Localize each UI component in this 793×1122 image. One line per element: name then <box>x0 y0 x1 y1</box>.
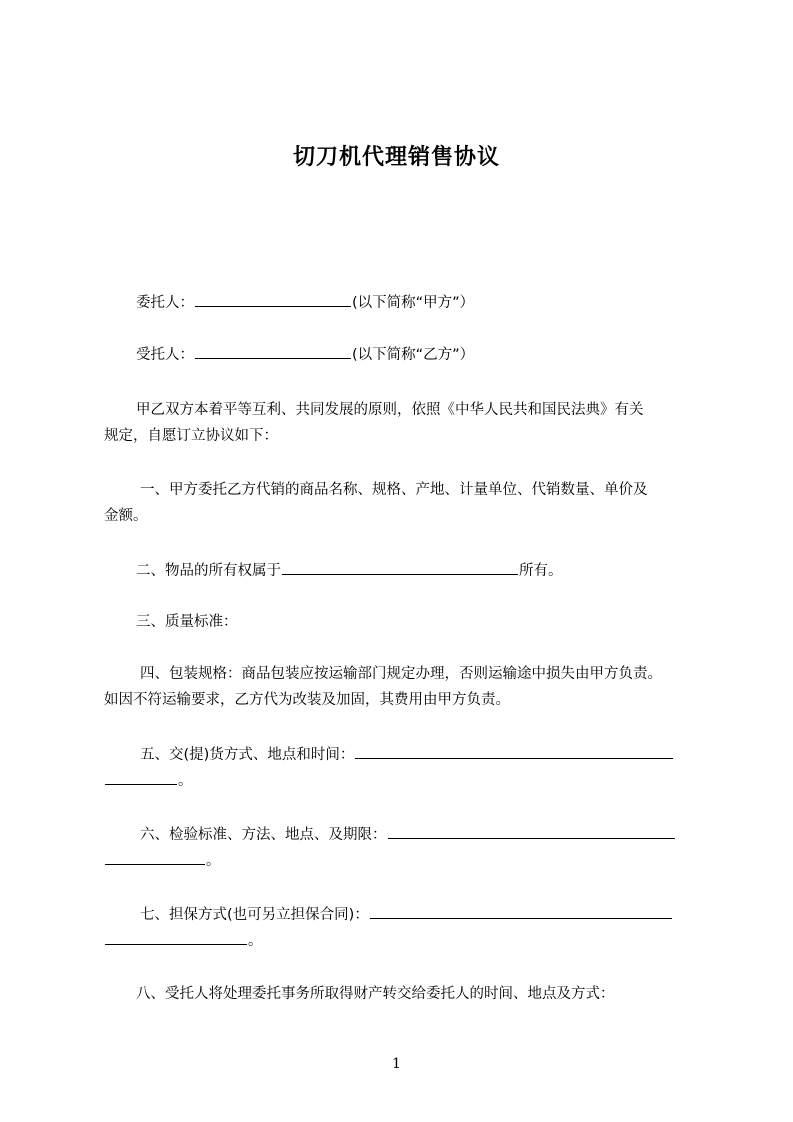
clause-5-blank-2[interactable] <box>105 770 177 785</box>
clause-5-suffix: 。 <box>178 773 193 789</box>
clause-6-blank-2[interactable] <box>105 850 205 865</box>
clause-5-blank-1[interactable] <box>355 744 673 759</box>
clause-5-prefix: 五、交(提)货方式、地点和时间： <box>140 747 355 763</box>
preamble-line-2: 规定，自愿订立协议如下： <box>104 428 278 444</box>
clause-4-line-1: 四、包装规格：商品包装应按运输部门规定办理，否则运输途中损失由甲方负责。 <box>140 666 662 682</box>
principal-blank[interactable] <box>195 292 351 307</box>
clause-7-line-2 <box>104 930 704 951</box>
clause-7-suffix: 。 <box>248 933 263 949</box>
clause-6-line-1 <box>140 824 740 845</box>
clause-2-suffix: 所有。 <box>519 563 563 579</box>
principal-note: (以下简称“甲方”） <box>352 295 475 311</box>
clause-7-line-1 <box>140 904 740 925</box>
clause-2-blank[interactable] <box>282 560 518 575</box>
clause-3-line: 三、质量标准： <box>136 614 238 630</box>
agent-note: (以下简称“乙方”） <box>352 347 475 363</box>
preamble-line-1: 甲乙双方本着平等互利、共同发展的原则，依照《中华人民共和国民法典》有关 <box>136 402 644 418</box>
document-title: 切刀机代理销售协议 <box>292 145 500 170</box>
clause-1-line-2: 金额。 <box>104 508 148 524</box>
clause-7-blank-1[interactable] <box>370 904 672 919</box>
clause-5-line-1 <box>140 744 740 765</box>
clause-6-suffix: 。 <box>206 853 221 869</box>
clause-1-line-1: 一、甲方委托乙方代销的商品名称、规格、产地、计量单位、代销数量、单价及 <box>140 482 648 498</box>
agent-blank[interactable] <box>195 344 351 359</box>
clause-8-line: 八、受托人将处理委托事务所取得财产转交给委托人的时间、地点及方式： <box>136 986 615 1002</box>
principal-line <box>136 292 736 313</box>
clause-2-line <box>136 560 736 581</box>
clause-6-line-2 <box>104 850 704 871</box>
page-number: 1 <box>392 1056 401 1072</box>
agent-label: 受托人： <box>136 347 194 363</box>
clause-2-prefix: 二、物品的所有权属于 <box>136 563 281 579</box>
principal-label: 委托人： <box>136 295 194 311</box>
clause-4-line-2: 如因不符运输要求，乙方代为改装及加固，其费用由甲方负责。 <box>104 692 510 708</box>
clause-7-blank-2[interactable] <box>105 930 247 945</box>
clause-7-prefix: 七、担保方式(也可另立担保合同)： <box>140 907 369 923</box>
agent-line <box>136 344 736 365</box>
clause-6-blank-1[interactable] <box>388 824 675 839</box>
clause-5-line-2 <box>104 770 704 791</box>
clause-6-prefix: 六、检验标准、方法、地点、及期限： <box>140 827 387 843</box>
